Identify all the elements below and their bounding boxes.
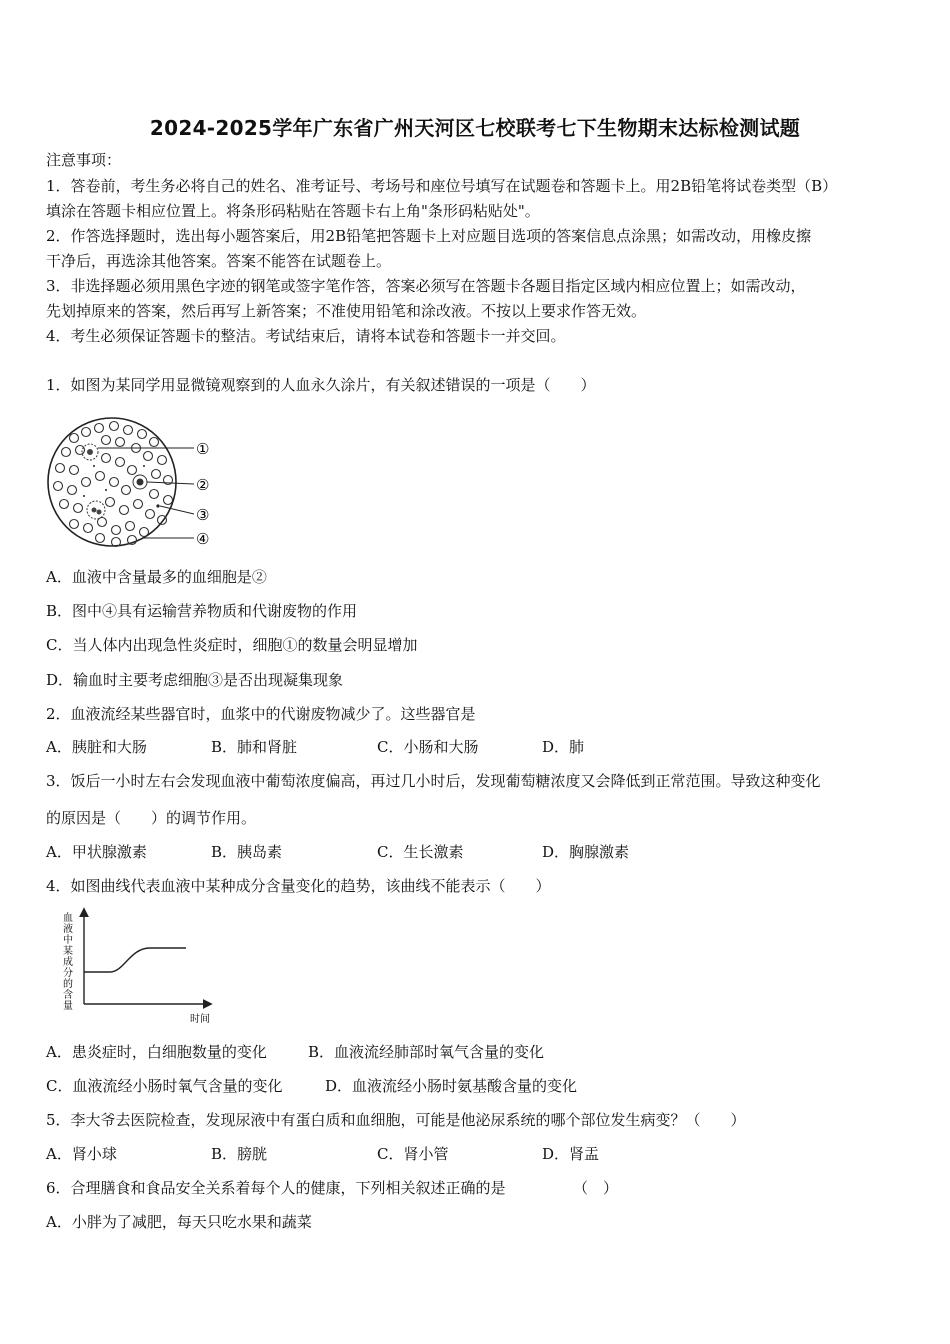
q4-option-c: C．血液流经小肠时氧气含量的变化 [46, 1077, 283, 1095]
notice-line: 1．答卷前，考生务必将自己的姓名、准考证号、考场号和座位号填写在试题卷和答题卡上。用2B铅笔将试卷类型（B） [46, 177, 838, 195]
q4-option-d: D．血液流经小肠时氨基酸含量的变化 [325, 1077, 578, 1095]
q6-option-a: A．小胖为了减肥，每天只吃水果和蔬菜 [46, 1213, 312, 1231]
q3-option-b: B．胰岛素 [211, 843, 283, 861]
q5-option-c: C．肾小管 [377, 1145, 449, 1163]
q1-option-a: A．血液中含量最多的血细胞是② [46, 568, 267, 586]
q2-option-b: B．肺和肾脏 [211, 738, 298, 756]
notice-line: 干净后，再选涂其他答案。答案不能答在试题卷上。 [46, 252, 392, 270]
q5-option-d: D．肾盂 [542, 1145, 600, 1163]
q2-stem: 2．血液流经某些器官时，血浆中的代谢废物减少了。这些器官是 [46, 705, 476, 723]
q2-option-c: C．小肠和大肠 [377, 738, 479, 756]
q4-trend-graph [58, 904, 228, 1028]
q3-stem-line2: 的原因是（ ）的调节作用。 [46, 809, 257, 827]
figure-label: ④ [196, 530, 210, 548]
q3-option-c: C．生长激素 [377, 843, 464, 861]
q3-option-a: A．甲状腺激素 [46, 843, 147, 861]
notice-line: 填涂在答题卡相应位置上。将条形码粘贴在答题卡右上角"条形码粘贴处"。 [46, 202, 540, 220]
notice-line: 2．作答选择题时，选出每小题答案后，用2B铅笔把答题卡上对应题目选项的答案信息点涂黑；如需改动，用橡皮擦 [46, 227, 812, 245]
q4-option-a: A．患炎症时，白细胞数量的变化 [46, 1043, 267, 1061]
q1-stem: 1．如图为某同学用显微镜观察到的人血永久涂片，有关叙述错误的一项是（ ） [46, 376, 596, 394]
q1-option-c: C．当人体内出现急性炎症时，细胞①的数量会明显增加 [46, 636, 418, 654]
q6-stem: 6．合理膳食和食品安全关系着每个人的健康，下列相关叙述正确的是 （ ） [46, 1179, 619, 1197]
q5-option-a: A．肾小球 [46, 1145, 117, 1163]
q2-option-a: A．胰脏和大肠 [46, 738, 147, 756]
q5-stem: 5．李大爷去医院检查，发现尿液中有蛋白质和血细胞，可能是他泌尿系统的哪个部位发生病变？（ ） [46, 1111, 746, 1129]
blood-smear-figure [44, 410, 224, 552]
q5-option-b: B．膀胱 [211, 1145, 268, 1163]
figure-label: ② [196, 476, 210, 494]
q3-option-d: D．胸腺激素 [542, 843, 630, 861]
q4-stem: 4．如图曲线代表血液中某种成分含量变化的趋势，该曲线不能表示（ ） [46, 877, 551, 895]
q3-stem-line1: 3．饭后一小时左右会发现血液中葡萄浓度偏高，再过几小时后，发现葡萄糖浓度又会降低到正常范围。导致这种变化 [46, 772, 821, 790]
notice-line: 3．非选择题必须用黑色字迹的钢笔或签字笔作答，答案必须写在答题卡各题目指定区域内相应位置上；如需改动， [46, 277, 806, 295]
notice-line: 4．考生必须保证答题卡的整洁。考试结束后，请将本试卷和答题卡一并交回。 [46, 327, 566, 345]
graph-xlabel: 时间 [190, 1014, 210, 1025]
figure-label: ① [196, 440, 210, 458]
graph-ylabel: 血液中某成分的含量 [60, 912, 72, 1011]
q1-option-b: B．图中④具有运输营养物质和代谢废物的作用 [46, 602, 358, 620]
figure-label: ③ [196, 506, 210, 524]
notice-line: 先划掉原来的答案，然后再写上新答案；不准使用铅笔和涂改液。不按以上要求作答无效。 [46, 302, 647, 320]
q4-option-b: B．血液流经肺部时氧气含量的变化 [308, 1043, 545, 1061]
q2-option-d: D．肺 [542, 738, 585, 756]
q1-option-d: D．输血时主要考虑细胞③是否出现凝集现象 [46, 671, 344, 689]
notice-heading: 注意事项： [46, 151, 122, 169]
exam-title: 2024-2025学年广东省广州天河区七校联考七下生物期末达标检测试题 [149, 116, 801, 140]
